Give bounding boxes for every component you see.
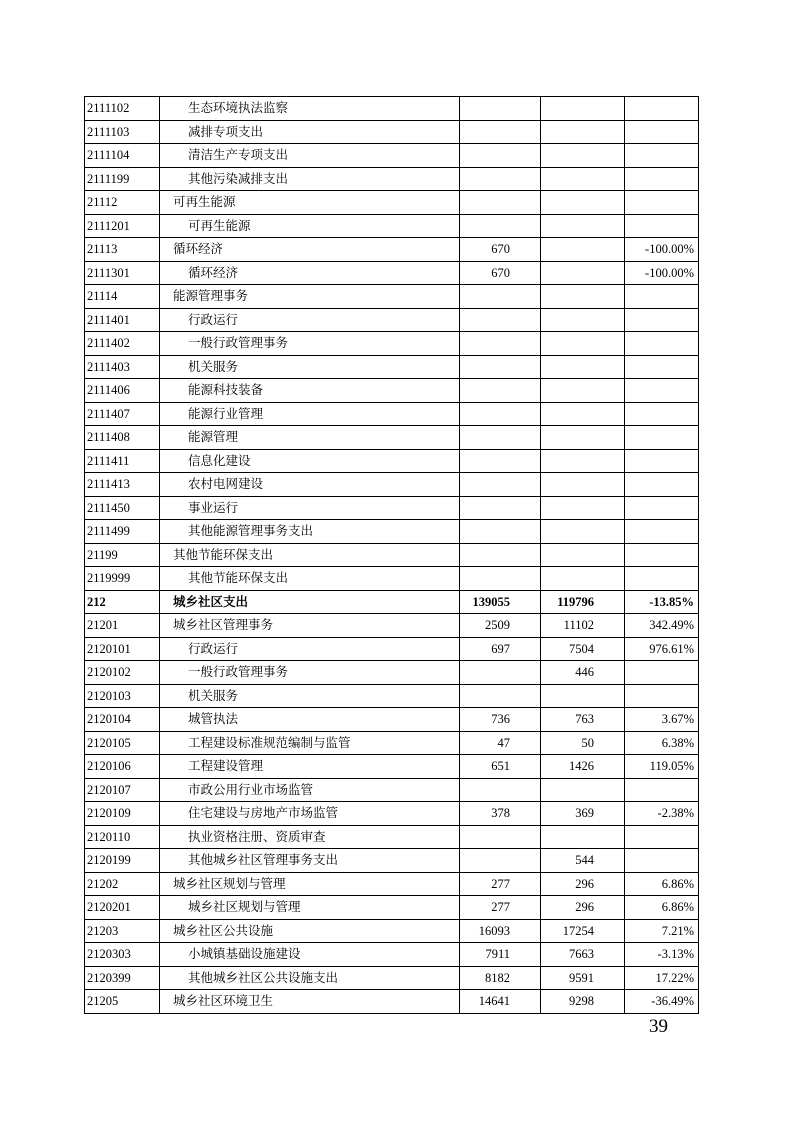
account-name-cell: 可再生能源 (160, 214, 460, 238)
current-year-amount-cell (541, 120, 625, 144)
account-name-cell: 减排专项支出 (160, 120, 460, 144)
account-name-cell: 能源行业管理 (160, 402, 460, 426)
change-percent-cell (625, 496, 699, 520)
prior-year-amount-cell (460, 543, 541, 567)
account-name-cell: 市政公用行业市场监管 (160, 778, 460, 802)
account-name-cell: 循环经济 (160, 238, 460, 262)
change-percent-cell (625, 426, 699, 450)
change-percent-cell: -13.85% (625, 590, 699, 614)
current-year-amount-cell (541, 97, 625, 121)
table-row (85, 919, 699, 943)
current-year-amount-cell (541, 379, 625, 403)
account-name-cell: 一般行政管理事务 (160, 332, 460, 356)
change-percent-cell: -2.38% (625, 802, 699, 826)
prior-year-amount-cell (460, 496, 541, 520)
change-percent-cell (625, 308, 699, 332)
change-percent-cell (625, 402, 699, 426)
account-code-cell: 2111104 (85, 144, 160, 168)
prior-year-amount-cell (460, 473, 541, 497)
account-code-cell: 2111403 (85, 355, 160, 379)
change-percent-cell: 119.05% (625, 755, 699, 779)
account-name-cell: 小城镇基础设施建设 (160, 943, 460, 967)
account-name-cell: 住宅建设与房地产市场监管 (160, 802, 460, 826)
change-percent-cell (625, 661, 699, 685)
prior-year-amount-cell: 2509 (460, 614, 541, 638)
table-row (85, 496, 699, 520)
account-code-cell: 2111402 (85, 332, 160, 356)
prior-year-amount-cell: 277 (460, 872, 541, 896)
current-year-amount-cell (541, 261, 625, 285)
change-percent-cell: 7.21% (625, 919, 699, 943)
change-percent-cell: 976.61% (625, 637, 699, 661)
table-row (85, 285, 699, 309)
account-code-cell: 2120399 (85, 966, 160, 990)
table-row (85, 802, 699, 826)
table-row (85, 97, 699, 121)
current-year-amount-cell (541, 238, 625, 262)
current-year-amount-cell (541, 402, 625, 426)
account-code-cell: 2120105 (85, 731, 160, 755)
table-row (85, 778, 699, 802)
account-code-cell: 2111450 (85, 496, 160, 520)
prior-year-amount-cell: 139055 (460, 590, 541, 614)
current-year-amount-cell: 1426 (541, 755, 625, 779)
current-year-amount-cell (541, 144, 625, 168)
change-percent-cell (625, 825, 699, 849)
change-percent-cell (625, 97, 699, 121)
change-percent-cell: -36.49% (625, 990, 699, 1014)
table-row (85, 167, 699, 191)
table-row (85, 849, 699, 873)
prior-year-amount-cell (460, 426, 541, 450)
table-row (85, 120, 699, 144)
current-year-amount-cell: 17254 (541, 919, 625, 943)
current-year-amount-cell: 7663 (541, 943, 625, 967)
current-year-amount-cell: 9298 (541, 990, 625, 1014)
account-name-cell: 能源管理事务 (160, 285, 460, 309)
budget-table (84, 96, 699, 1014)
account-name-cell: 能源管理 (160, 426, 460, 450)
account-name-cell: 信息化建设 (160, 449, 460, 473)
change-percent-cell (625, 449, 699, 473)
current-year-amount-cell (541, 332, 625, 356)
table-row (85, 308, 699, 332)
account-name-cell: 机关服务 (160, 355, 460, 379)
current-year-amount-cell: 446 (541, 661, 625, 685)
prior-year-amount-cell (460, 120, 541, 144)
change-percent-cell (625, 543, 699, 567)
account-code-cell: 2111301 (85, 261, 160, 285)
prior-year-amount-cell: 697 (460, 637, 541, 661)
account-code-cell: 2120102 (85, 661, 160, 685)
change-percent-cell (625, 379, 699, 403)
change-percent-cell (625, 120, 699, 144)
prior-year-amount-cell: 7911 (460, 943, 541, 967)
account-code-cell: 21113 (85, 238, 160, 262)
account-code-cell: 2111407 (85, 402, 160, 426)
account-code-cell: 2111411 (85, 449, 160, 473)
table-row (85, 520, 699, 544)
current-year-amount-cell (541, 214, 625, 238)
prior-year-amount-cell (460, 825, 541, 849)
account-name-cell: 执业资格注册、资质审查 (160, 825, 460, 849)
change-percent-cell (625, 473, 699, 497)
prior-year-amount-cell (460, 849, 541, 873)
change-percent-cell: 6.86% (625, 872, 699, 896)
current-year-amount-cell (541, 496, 625, 520)
current-year-amount-cell (541, 567, 625, 591)
account-name-cell: 其他能源管理事务支出 (160, 520, 460, 544)
table-row (85, 872, 699, 896)
current-year-amount-cell (541, 449, 625, 473)
account-code-cell: 21112 (85, 191, 160, 215)
account-code-cell: 2119999 (85, 567, 160, 591)
change-percent-cell: -3.13% (625, 943, 699, 967)
current-year-amount-cell (541, 285, 625, 309)
table-row (85, 261, 699, 285)
account-name-cell: 工程建设管理 (160, 755, 460, 779)
prior-year-amount-cell (460, 355, 541, 379)
budget-table-body (85, 97, 699, 1014)
account-code-cell: 2111406 (85, 379, 160, 403)
table-row (85, 238, 699, 262)
change-percent-cell (625, 849, 699, 873)
prior-year-amount-cell (460, 144, 541, 168)
change-percent-cell (625, 778, 699, 802)
prior-year-amount-cell: 8182 (460, 966, 541, 990)
table-row (85, 355, 699, 379)
prior-year-amount-cell (460, 661, 541, 685)
current-year-amount-cell (541, 167, 625, 191)
change-percent-cell (625, 355, 699, 379)
change-percent-cell (625, 191, 699, 215)
table-row (85, 896, 699, 920)
table-row (85, 191, 699, 215)
table-row (85, 426, 699, 450)
prior-year-amount-cell (460, 567, 541, 591)
current-year-amount-cell: 296 (541, 872, 625, 896)
table-row (85, 966, 699, 990)
change-percent-cell (625, 167, 699, 191)
current-year-amount-cell (541, 825, 625, 849)
table-row (85, 708, 699, 732)
account-name-cell: 生态环境执法监察 (160, 97, 460, 121)
account-name-cell: 其他城乡社区管理事务支出 (160, 849, 460, 873)
account-name-cell: 一般行政管理事务 (160, 661, 460, 685)
account-code-cell: 2120103 (85, 684, 160, 708)
prior-year-amount-cell: 14641 (460, 990, 541, 1014)
account-name-cell: 工程建设标准规范编制与监管 (160, 731, 460, 755)
account-code-cell: 2120106 (85, 755, 160, 779)
account-name-cell: 其他节能环保支出 (160, 543, 460, 567)
current-year-amount-cell: 7504 (541, 637, 625, 661)
current-year-amount-cell: 119796 (541, 590, 625, 614)
prior-year-amount-cell: 670 (460, 238, 541, 262)
account-name-cell: 循环经济 (160, 261, 460, 285)
table-row (85, 379, 699, 403)
account-name-cell: 事业运行 (160, 496, 460, 520)
current-year-amount-cell: 763 (541, 708, 625, 732)
prior-year-amount-cell (460, 684, 541, 708)
account-code-cell: 2120303 (85, 943, 160, 967)
prior-year-amount-cell (460, 402, 541, 426)
table-row (85, 144, 699, 168)
current-year-amount-cell: 369 (541, 802, 625, 826)
prior-year-amount-cell (460, 449, 541, 473)
change-percent-cell: 17.22% (625, 966, 699, 990)
account-code-cell: 2120107 (85, 778, 160, 802)
account-code-cell: 2111199 (85, 167, 160, 191)
prior-year-amount-cell (460, 97, 541, 121)
prior-year-amount-cell (460, 520, 541, 544)
account-code-cell: 2111413 (85, 473, 160, 497)
account-code-cell: 2120104 (85, 708, 160, 732)
prior-year-amount-cell (460, 332, 541, 356)
account-name-cell: 行政运行 (160, 637, 460, 661)
account-code-cell: 2111201 (85, 214, 160, 238)
account-name-cell: 机关服务 (160, 684, 460, 708)
account-code-cell: 2120199 (85, 849, 160, 873)
change-percent-cell: 342.49% (625, 614, 699, 638)
account-name-cell: 城乡社区规划与管理 (160, 896, 460, 920)
account-name-cell: 城乡社区管理事务 (160, 614, 460, 638)
table-row (85, 473, 699, 497)
table-row (85, 661, 699, 685)
current-year-amount-cell (541, 308, 625, 332)
account-name-cell: 可再生能源 (160, 191, 460, 215)
page-number: 39 (649, 1016, 668, 1037)
prior-year-amount-cell (460, 214, 541, 238)
prior-year-amount-cell (460, 379, 541, 403)
change-percent-cell (625, 144, 699, 168)
account-code-cell: 2111102 (85, 97, 160, 121)
table-row (85, 825, 699, 849)
change-percent-cell (625, 332, 699, 356)
account-code-cell: 2111103 (85, 120, 160, 144)
prior-year-amount-cell (460, 308, 541, 332)
account-name-cell: 行政运行 (160, 308, 460, 332)
current-year-amount-cell (541, 520, 625, 544)
prior-year-amount-cell: 736 (460, 708, 541, 732)
account-name-cell: 农村电网建设 (160, 473, 460, 497)
account-name-cell: 城乡社区环境卫生 (160, 990, 460, 1014)
account-name-cell: 城乡社区规划与管理 (160, 872, 460, 896)
account-code-cell: 21202 (85, 872, 160, 896)
account-code-cell: 2120109 (85, 802, 160, 826)
account-code-cell: 2120201 (85, 896, 160, 920)
account-code-cell: 21201 (85, 614, 160, 638)
change-percent-cell: -100.00% (625, 261, 699, 285)
current-year-amount-cell (541, 355, 625, 379)
prior-year-amount-cell (460, 191, 541, 215)
change-percent-cell: 3.67% (625, 708, 699, 732)
account-name-cell: 能源科技装备 (160, 379, 460, 403)
table-row (85, 402, 699, 426)
current-year-amount-cell: 544 (541, 849, 625, 873)
prior-year-amount-cell: 651 (460, 755, 541, 779)
account-name-cell: 其他污染减排支出 (160, 167, 460, 191)
account-code-cell: 2120101 (85, 637, 160, 661)
table-row (85, 543, 699, 567)
prior-year-amount-cell: 670 (460, 261, 541, 285)
account-code-cell: 21199 (85, 543, 160, 567)
current-year-amount-cell (541, 426, 625, 450)
account-name-cell: 其他节能环保支出 (160, 567, 460, 591)
change-percent-cell: 6.86% (625, 896, 699, 920)
current-year-amount-cell (541, 473, 625, 497)
account-code-cell: 2111408 (85, 426, 160, 450)
account-code-cell: 212 (85, 590, 160, 614)
table-row (85, 943, 699, 967)
account-name-cell: 其他城乡社区公共设施支出 (160, 966, 460, 990)
prior-year-amount-cell (460, 285, 541, 309)
current-year-amount-cell (541, 684, 625, 708)
table-row (85, 332, 699, 356)
account-code-cell: 21205 (85, 990, 160, 1014)
table-row (85, 731, 699, 755)
current-year-amount-cell: 9591 (541, 966, 625, 990)
prior-year-amount-cell: 16093 (460, 919, 541, 943)
table-row (85, 214, 699, 238)
prior-year-amount-cell: 47 (460, 731, 541, 755)
change-percent-cell (625, 567, 699, 591)
current-year-amount-cell: 11102 (541, 614, 625, 638)
table-row (85, 567, 699, 591)
table-row (85, 614, 699, 638)
account-code-cell: 21203 (85, 919, 160, 943)
account-code-cell: 2120110 (85, 825, 160, 849)
prior-year-amount-cell: 378 (460, 802, 541, 826)
account-code-cell: 2111401 (85, 308, 160, 332)
change-percent-cell (625, 684, 699, 708)
table-row (85, 637, 699, 661)
current-year-amount-cell (541, 543, 625, 567)
change-percent-cell: 6.38% (625, 731, 699, 755)
prior-year-amount-cell: 277 (460, 896, 541, 920)
account-code-cell: 2111499 (85, 520, 160, 544)
table-row (85, 590, 699, 614)
prior-year-amount-cell (460, 167, 541, 191)
current-year-amount-cell (541, 191, 625, 215)
table-row (85, 990, 699, 1014)
current-year-amount-cell: 50 (541, 731, 625, 755)
account-name-cell: 城乡社区公共设施 (160, 919, 460, 943)
prior-year-amount-cell (460, 778, 541, 802)
change-percent-cell (625, 520, 699, 544)
table-row (85, 684, 699, 708)
account-name-cell: 城管执法 (160, 708, 460, 732)
current-year-amount-cell (541, 778, 625, 802)
change-percent-cell: -100.00% (625, 238, 699, 262)
account-code-cell: 21114 (85, 285, 160, 309)
table-row (85, 449, 699, 473)
account-name-cell: 城乡社区支出 (160, 590, 460, 614)
change-percent-cell (625, 214, 699, 238)
table-row (85, 755, 699, 779)
change-percent-cell (625, 285, 699, 309)
current-year-amount-cell: 296 (541, 896, 625, 920)
account-name-cell: 清洁生产专项支出 (160, 144, 460, 168)
